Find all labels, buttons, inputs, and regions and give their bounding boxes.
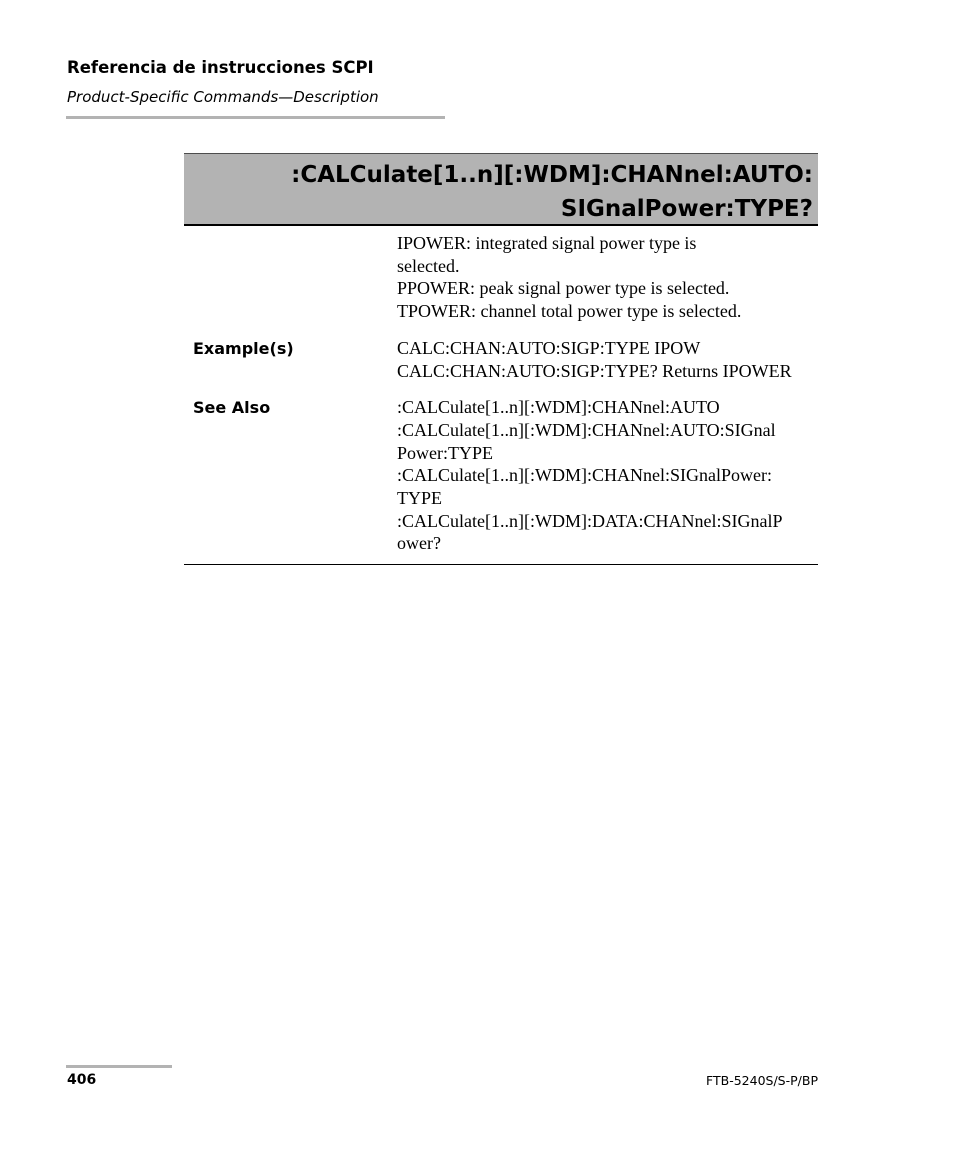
row-content xyxy=(397,396,818,555)
parameter-values-row xyxy=(184,232,818,323)
content-line: :CALCulate[1..n][:WDM]:CHANnel:SIGnalPower: xyxy=(397,465,772,486)
command-title xyxy=(184,153,818,226)
chapter-title: Referencia de instrucciones SCPI xyxy=(67,58,374,77)
product-name: FTB-5240S/S-P/BP xyxy=(706,1073,818,1088)
content-line: CALC:CHAN:AUTO:SIGP:TYPE? Returns IPOWER xyxy=(397,360,792,381)
content-line: :CALCulate[1..n][:WDM]:CHANnel:AUTO xyxy=(397,397,720,418)
header-rule xyxy=(66,116,445,119)
row-content xyxy=(397,232,818,323)
row-content xyxy=(397,337,818,382)
row-label xyxy=(184,232,397,323)
content-line: ower? xyxy=(397,533,441,554)
command-title-line: :CALCulate[1..n][:WDM]:CHANnel:AUTO: xyxy=(291,162,813,188)
examples-row xyxy=(184,337,818,382)
row-label: See Also xyxy=(193,398,271,418)
content-line: PPOWER: peak signal power type is selected. xyxy=(397,278,730,299)
see-also-row xyxy=(184,396,818,555)
content-line: TPOWER: channel total power type is selected. xyxy=(397,301,742,322)
content-line: :CALCulate[1..n][:WDM]:DATA:CHANnel:SIGnalP xyxy=(397,510,783,531)
command-title-line: SIGnalPower:TYPE? xyxy=(560,196,813,222)
command-table xyxy=(184,153,818,565)
running-head xyxy=(67,58,379,107)
content-line: Power:TYPE xyxy=(397,442,493,463)
section-title: Product-Specific Commands—Description xyxy=(67,88,379,106)
content-line: TYPE xyxy=(397,488,442,509)
command-body xyxy=(184,226,818,565)
row-label: Example(s) xyxy=(193,338,294,358)
content-line: :CALCulate[1..n][:WDM]:CHANnel:AUTO:SIGnal xyxy=(397,419,776,440)
footer-rule xyxy=(66,1065,172,1068)
content-line: IPOWER: integrated signal power type is xyxy=(397,233,697,253)
content-line: selected. xyxy=(397,255,460,276)
content-line: CALC:CHAN:AUTO:SIGP:TYPE IPOW xyxy=(397,337,701,358)
page-number: 406 xyxy=(67,1072,97,1088)
